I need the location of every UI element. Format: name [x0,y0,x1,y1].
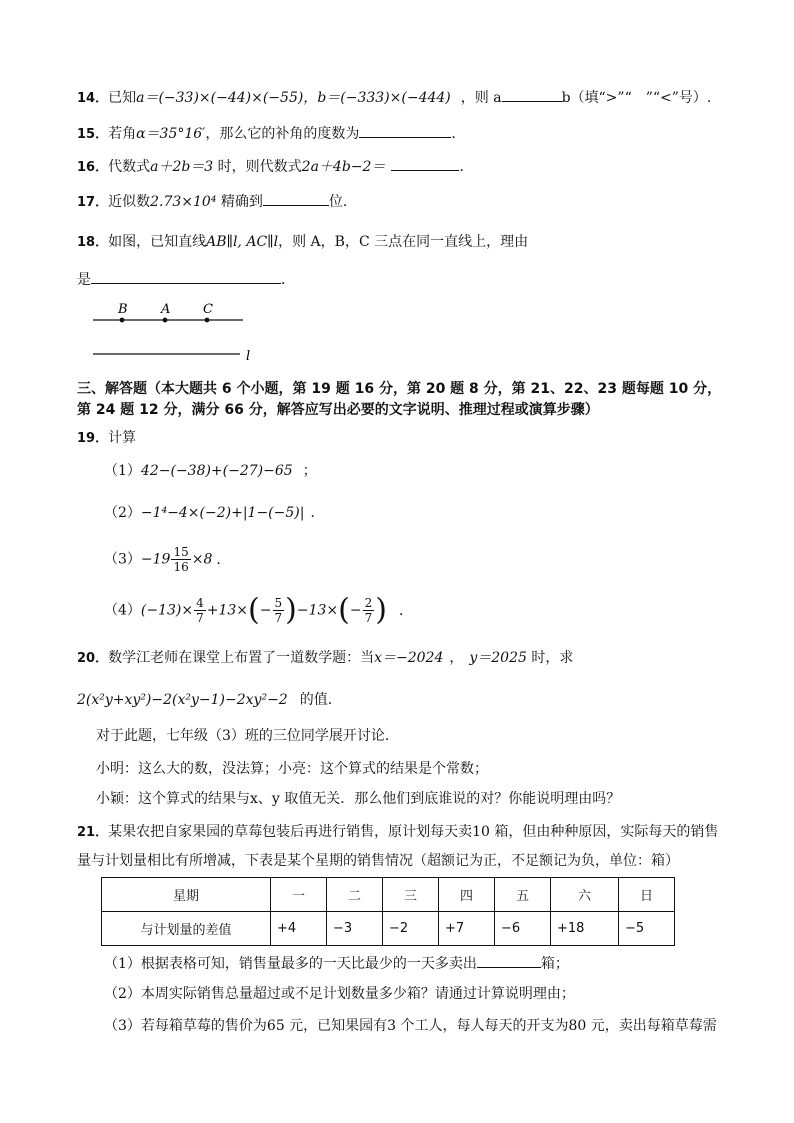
right-paren: ) [375,592,387,628]
table-row [102,912,675,946]
table-cell: 三 [383,878,439,912]
question-text: ． [451,126,466,142]
question-text: 箱； [540,956,569,972]
math-expression: AB∥l, AC∥l [206,234,279,250]
question-18 [77,232,528,253]
left-paren: ( [338,592,350,628]
table-cell: 六 [551,878,619,912]
question-16 [77,155,473,178]
question-text: 代数式 [108,159,151,175]
table-cell: 日 [619,878,675,912]
answer-blank[interactable] [477,952,541,968]
question-text: 精确到 [216,194,263,210]
fraction-numerator: 15 [173,545,189,559]
table-cell: +7 [439,912,495,946]
q21-part-2: （2）本周实际销售总量超过或不足计划数量多少箱？请通过计算说明理由； [104,986,575,1002]
question-text: ，则 A，B，C 三点在同一直线上，理由 [278,234,529,250]
fraction-numerator: 4 [196,596,204,610]
math-expression: 42−(−38)+(−27)−65 [140,463,293,479]
fraction-denominator: 7 [274,611,283,625]
table-cell: +18 [551,912,619,946]
section-header: 三、解答题（本大题共 6 个小题，第 19 题 16 分，第 20 题 8 分，第 21、22、23 题每题 10 分， [77,381,722,397]
question-text: ， [449,650,464,666]
part-label: （4） [104,602,141,619]
fraction-denominator: 7 [364,611,373,625]
fraction [194,596,206,625]
table-cell: +4 [271,912,327,946]
math-expression: +13× [206,602,249,619]
question-19 [77,428,136,449]
answer-blank[interactable] [391,155,459,171]
point-c [205,318,210,323]
math-expression: α＝35°16′ [136,126,206,142]
math-expression: −13× [296,602,339,619]
answer-blank[interactable] [263,190,329,206]
q19-part-2 [104,503,324,523]
question-number: 20． [77,651,109,666]
question-text: 时，则代数式 [213,159,302,175]
minus-sign: − [259,602,272,619]
table-cell: −6 [495,912,551,946]
point-b [120,318,125,323]
question-text: ． [459,159,474,175]
point-a [163,318,168,323]
math-expression: ×8 [191,551,213,568]
q20-question: 小颖：这个算式的结果与x、y 取值无关．那么他们到底谁说的对？你能说明理由吗？ [96,791,621,807]
math-expression: −19 [140,551,171,568]
label-c: C [203,302,213,317]
question-number: 15． [77,127,109,142]
question-text: 近似数 [108,194,151,210]
sales-table [101,877,675,946]
question-14 [77,86,711,109]
question-20 [77,648,573,669]
q19-part-3 [104,545,230,574]
question-text: 位． [328,194,357,210]
q19-part-1 [104,461,317,481]
question-text: ． [216,551,231,568]
fraction-numerator: 5 [274,596,283,610]
question-text: 是 [77,272,91,288]
question-text: 的值． [299,692,342,708]
q18-figure [88,296,258,364]
table-header-cell: 星期 [102,878,271,912]
question-number: 17． [77,195,109,210]
fraction [171,545,190,574]
question-text: ，那么它的补角的度数为 [205,126,360,142]
q20-opinions: 小明：这么大的数，没法算；小亮：这个算式的结果是个常数； [96,761,488,777]
minus-sign: − [349,602,362,619]
question-number: 16． [77,160,109,175]
math-expression: a＝(−33)×(−44)×(−55)， [136,90,318,106]
table-cell: −5 [619,912,675,946]
question-number: 18． [77,235,109,250]
table-cell: 一 [271,878,327,912]
question-21-cont: 量与计划量相比有所增减，下表是某个星期的销售情况（超额记为正，不足额记为负，单位：箱） [77,853,679,869]
q21-part-1 [104,952,569,974]
question-text: ． [310,505,325,521]
left-paren: ( [248,592,260,628]
label-b: B [118,302,128,317]
table-header-cell: 与计划量的差值 [102,912,271,946]
fraction-numerator: 2 [364,596,373,610]
answer-blank[interactable] [359,122,451,138]
question-text: ． [281,272,295,288]
section-header-cont: 第 24 题 12 分，满分 66 分，解答应写出必要的文字说明、推理过程或演算步骤） [77,402,599,418]
question-21 [77,822,718,843]
question-text: ． [398,602,413,619]
q19-part-4 [104,592,413,628]
fraction [273,596,285,625]
label-l: l [246,349,251,364]
fraction-denominator: 16 [173,560,189,574]
math-expression: y＝2025 [469,650,527,666]
question-text: 某果农把自家果园的草莓包装后再进行销售，原计划每天卖10 箱，但由种种原因，实际每天的销售 [108,824,719,840]
fraction [363,596,375,625]
answer-blank[interactable] [91,268,281,284]
label-a: A [161,302,171,317]
question-text: 时，求 [526,650,574,666]
math-expression: −1⁴−4×(−2)+|1−(−5)| [140,505,305,521]
math-expression: x＝−2024 [374,650,444,666]
question-number: 19． [77,431,109,446]
question-15 [77,122,465,145]
part-label: （1） [104,463,141,479]
answer-blank[interactable] [502,86,562,102]
right-paren: ) [285,592,297,628]
question-text: ，则 a [460,90,502,106]
table-row [102,878,675,912]
question-text: b（填“>”“ ”“<”号）. [561,90,712,106]
part-label: （3） [104,551,141,568]
question-number: 21． [77,825,109,840]
question-text: ； [302,463,317,479]
question-text: （1）根据表格可知，销售量最多的一天比最少的一天多卖出 [104,956,477,972]
table-cell: −3 [327,912,383,946]
question-text: 数学江老师在课堂上布置了一道数学题：当 [108,650,375,666]
math-expression: 2.73×10⁴ [150,194,217,210]
question-20-expr [77,690,342,710]
question-text: 如图，已知直线 [108,234,207,250]
part-label: （2） [104,505,141,521]
question-number: 14． [77,91,109,106]
question-text: 已知 [108,90,137,106]
question-17 [77,190,357,213]
question-text: 若角 [108,126,137,142]
table-cell: 五 [495,878,551,912]
math-expression: 2(x²y+xy²)−2(x²y−1)−2xy²−2 [77,692,288,708]
math-expression: (−13)× [140,602,194,619]
q20-discussion: 对于此题，七年级（3）班的三位同学展开讨论． [96,728,399,744]
math-expression: b＝(−333)×(−444) [317,90,451,106]
table-cell: 四 [439,878,495,912]
math-expression: 2a＋4b−2＝ [301,159,386,175]
question-18-cont [77,268,295,290]
table-cell: 二 [327,878,383,912]
table-cell: −2 [383,912,439,946]
question-text: 计算 [108,430,137,446]
q21-part-3: （3）若每箱草莓的售价为65 元，已知果园有3 个工人，每人每天的开支为80 元，卖出每箱草莓需 [104,1018,717,1034]
fraction-denominator: 7 [196,611,204,625]
math-expression: a＋2b＝3 [150,159,214,175]
